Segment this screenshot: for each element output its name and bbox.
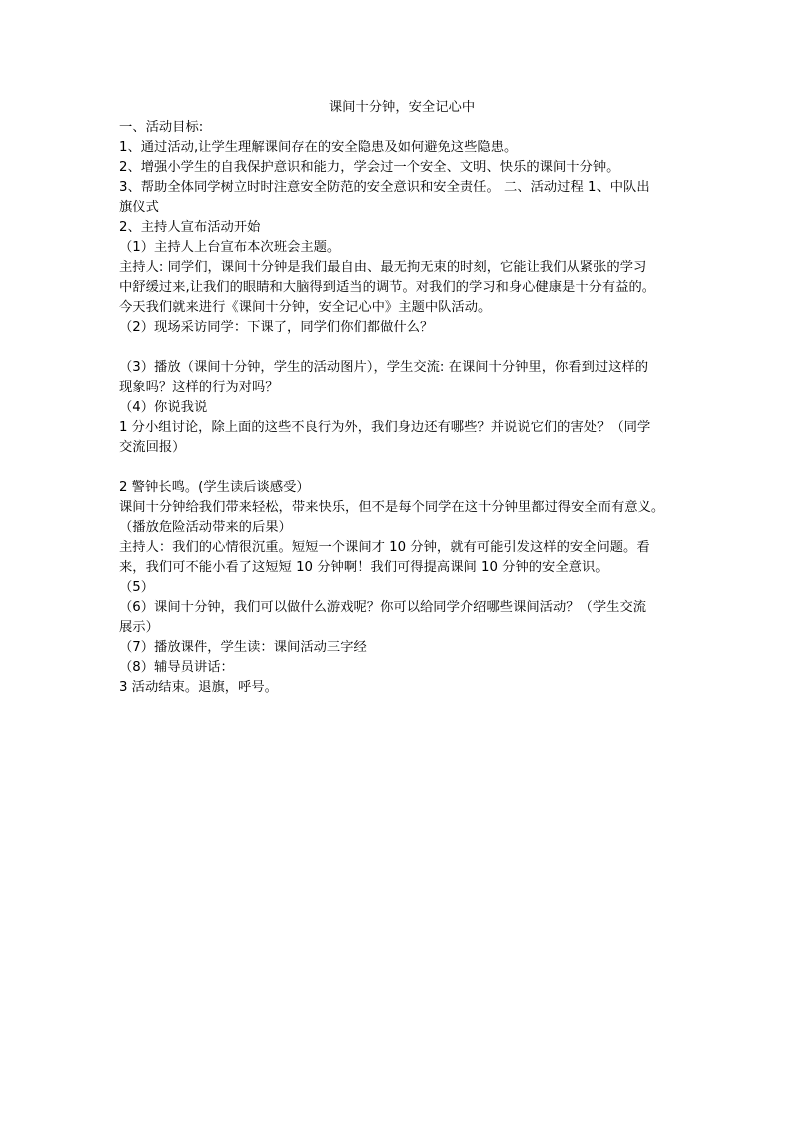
paragraph-line: 旗仪式 xyxy=(119,200,159,215)
paragraph-line: （4）你说我说 xyxy=(119,400,208,415)
paragraph-line: 现象吗？这样的行为对吗？ xyxy=(119,380,279,395)
paragraph-line: 2 警钟长鸣。(学生读后谈感受） xyxy=(119,480,310,495)
paragraph-line: （2）现场采访同学：下课了，同学们你们都做什么？ xyxy=(119,320,434,335)
paragraph-line: 交流回报） xyxy=(119,440,186,455)
paragraph-line: （5） xyxy=(119,580,155,595)
blank-line xyxy=(119,458,685,478)
paragraph-line: （6）课间十分钟，我们可以做什么游戏呢？你可以给同学介绍哪些课间活动？（学生交流 xyxy=(119,600,647,615)
paragraph-line: 主持人: 同学们，课间十分钟是我们最自由、最无拘无束的时刻，它能让我们从紧张的学习 xyxy=(119,260,647,275)
paragraph-line: （8）辅导员讲话： xyxy=(119,660,234,675)
paragraph-line: 3 活动结束。退旗，呼号。 xyxy=(119,680,278,695)
paragraph-line: （1）主持人上台宣布本次班会主题。 xyxy=(119,240,341,255)
document-lines xyxy=(119,118,685,698)
blank-line xyxy=(119,338,685,358)
paragraph-line: 1 分小组讨论，除上面的这些不良行为外，我们身边还有哪些？并说说它们的害处？（同学 xyxy=(119,420,651,435)
paragraph-line: 2、增强小学生的自我保护意识和能力，学会过一个安全、文明、快乐的课间十分钟。 xyxy=(119,160,620,175)
document-title: 课间十分钟，安全记心中 xyxy=(328,100,476,115)
paragraph-line: 课间十分钟给我们带来轻松，带来快乐，但不是每个同学在这十分钟里都过得安全而有意义。 xyxy=(119,500,665,515)
paragraph-line: 3、帮助全体同学树立时时注意安全防范的安全意识和安全责任。 二、活动过程 1、中队出 xyxy=(119,180,650,195)
paragraph-line: 展示） xyxy=(119,620,159,635)
document-body xyxy=(119,98,685,698)
paragraph-line: 主持人：我们的心情很沉重。短短一个课间才 10 分钟，就有可能引发这样的安全问题。看 xyxy=(119,540,650,555)
paragraph-line: 中舒缓过来,让我们的眼睛和大脑得到适当的调节。对我们的学习和身心健康是十分有益的。 xyxy=(119,280,656,295)
paragraph-line: 今天我们就来进行《课间十分钟，安全记心中》主题中队活动。 xyxy=(119,300,492,315)
paragraph-line: （播放危险活动带来的后果） xyxy=(119,520,292,535)
paragraph-line: 一、活动目标: xyxy=(119,120,204,135)
paragraph-line: 2、主持人宣布活动开始 xyxy=(119,220,261,235)
paragraph-line: 1、通过活动,让学生理解课间存在的安全隐患及如何避免这些隐患。 xyxy=(119,140,518,155)
paragraph-line: 来，我们可不能小看了这短短 10 分钟啊！我们可得提高课间 10 分钟的安全意识。 xyxy=(119,560,609,575)
paragraph-line: （7）播放课件，学生读：课间活动三字经 xyxy=(119,640,367,655)
paragraph-line: （3）播放（课间十分钟，学生的活动图片），学生交流: 在课间十分钟里，你看到过这样的 xyxy=(119,360,649,375)
